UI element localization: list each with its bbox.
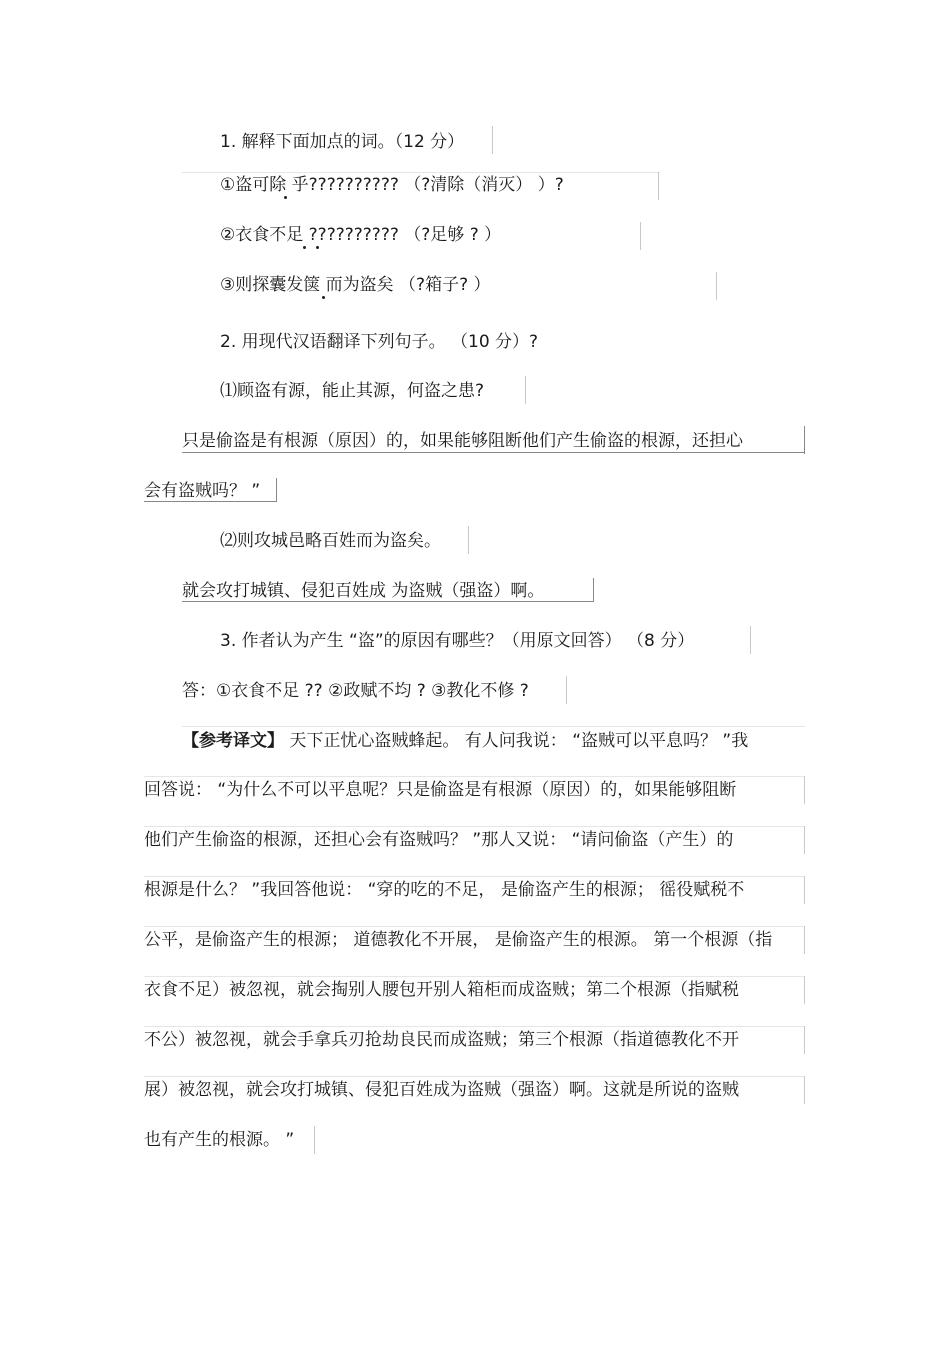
reference-line-1 [182, 730, 748, 752]
emphasis-dot [303, 246, 306, 249]
column-divider [566, 676, 567, 704]
row-rule [182, 172, 660, 173]
column-divider [804, 1076, 805, 1104]
question-3-title: 3. 作者认为产生 “盗”的原因有哪些？（用原文回答） （8 分） [220, 631, 695, 651]
row-rule [144, 926, 805, 927]
column-divider [804, 426, 805, 454]
row-rule [144, 976, 805, 977]
reference-label: 【参考译文】 [182, 731, 284, 751]
answer-2-1-line-1: 只是偷盗是有根源（原因）的，如果能够阻断他们产生偷盗的根源，还担心 [182, 431, 743, 451]
question-1-item-2: ②衣食不足 ?????????? （?足够 ? ） [220, 225, 502, 245]
row-rule [144, 1076, 805, 1077]
emphasis-dot [284, 196, 287, 199]
reference-line-1-text: 天下正忧心盗贼蜂起。 有人问我说： “盗贼可以平息吗？ ”我 [284, 731, 749, 751]
reference-line-9: 也有产生的根源。 ” [144, 1130, 295, 1150]
question-3-answer: 答：①衣食不足 ?? ②政赋不均 ? ③教化不修 ? [182, 681, 529, 701]
question-2-title: 2. 用现代汉语翻译下列句子。 （10 分）? [220, 332, 539, 352]
reference-line-7: 不公）被忽视，就会手拿兵刃抢劫良民而成盗贼；第三个根源（指道德教化不开 [144, 1030, 739, 1050]
question-1-item-3: ③则探囊发箧 而为盗矣 （?箱子? ） [220, 275, 491, 295]
row-rule [182, 726, 805, 727]
column-divider [804, 776, 805, 804]
question-2-sentence-2: ⑵则攻城邑略百姓而为盗矣。 [220, 531, 441, 551]
reference-line-4: 根源是什么？ ”我回答他说： “穿的吃的不足， 是偷盗产生的根源； 徭役赋税不 [144, 880, 745, 900]
answer-underline [182, 452, 805, 453]
row-rule [144, 876, 805, 877]
column-divider [750, 626, 751, 654]
column-divider [593, 578, 594, 602]
column-divider [804, 1026, 805, 1054]
reference-line-5: 公平，是偷盗产生的根源； 道德教化不开展， 是偷盗产生的根源。 第一个根源（指 [144, 930, 773, 950]
column-divider [492, 126, 493, 154]
column-divider [804, 976, 805, 1004]
column-divider [804, 826, 805, 854]
answer-2-2: 就会攻打城镇、侵犯百姓成 为盗贼（强盗）啊。 [182, 581, 545, 601]
row-rule [144, 826, 805, 827]
question-1-item-1: ①盗可除 乎?????????? （?清除（消灭） ）? [220, 175, 564, 195]
row-rule [144, 1026, 805, 1027]
column-divider [716, 272, 717, 300]
column-divider [468, 526, 469, 554]
question-1-title: 1. 解释下面加点的词。（12 分） [220, 132, 465, 152]
answer-2-1-line-2: 会有盗贼吗？ ” [144, 481, 261, 501]
row-rule [144, 776, 805, 777]
reference-line-6: 衣食不足）被忽视，就会掏别人腰包开别人箱柜而成盗贼；第二个根源（指赋税 [144, 980, 739, 1000]
column-divider [640, 222, 641, 250]
column-divider [658, 172, 659, 200]
reference-line-2: 回答说： “为什么不可以平息呢？只是偷盗是有根源（原因）的，如果能够阻断 [144, 780, 737, 800]
reference-line-8: 展）被忽视，就会攻打城镇、侵犯百姓成为盗贼（强盗）啊。这就是所说的盗贼 [144, 1080, 739, 1100]
column-divider [276, 478, 277, 502]
answer-underline [182, 601, 594, 602]
column-divider [804, 876, 805, 904]
column-divider [804, 926, 805, 954]
reference-line-3: 他们产生偷盗的根源，还担心会有盗贼吗？ ”那人又说： “请问偷盗（产生）的 [144, 830, 734, 850]
answer-underline [144, 501, 277, 502]
emphasis-dot [316, 246, 319, 249]
emphasis-dot [322, 296, 325, 299]
column-divider [314, 1126, 315, 1154]
column-divider [525, 376, 526, 404]
question-2-sentence-1: ⑴顾盗有源，能止其源，何盗之患? [220, 381, 485, 401]
